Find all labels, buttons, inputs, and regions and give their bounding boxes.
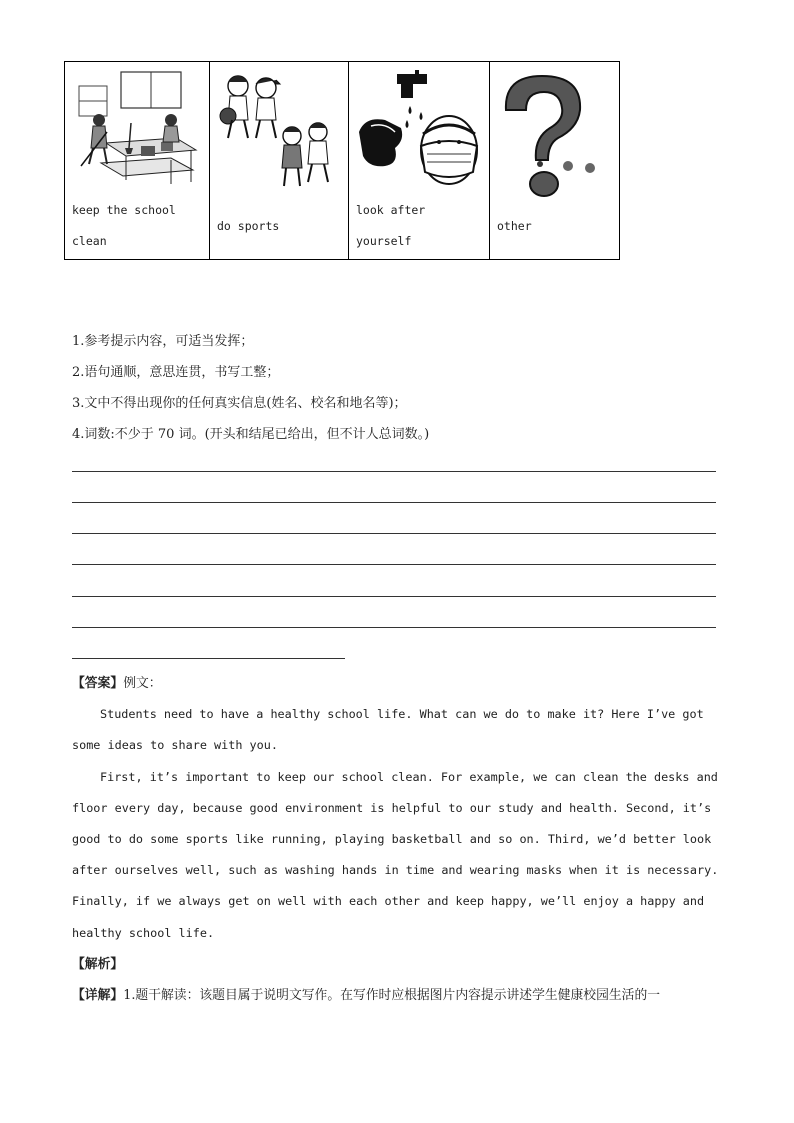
writing-requirements bbox=[72, 326, 429, 450]
detail-line bbox=[72, 980, 722, 1011]
writing-line bbox=[72, 596, 716, 597]
hand-washing-mask-image bbox=[355, 68, 483, 192]
answer-heading bbox=[72, 668, 722, 699]
essay-line: healthy school life. bbox=[72, 925, 215, 940]
hint-caption: do sports bbox=[217, 219, 280, 233]
essay-line: floor every day, because good environment is helpful to our study and health. Second, it’s bbox=[72, 800, 712, 815]
essay-line: after ourselves well, such as washing hands in time and wearing masks when it is necessary. bbox=[72, 863, 719, 878]
essay-line: some ideas to share with you. bbox=[72, 738, 278, 753]
writing-line bbox=[72, 502, 716, 503]
question-mark-image bbox=[496, 68, 614, 198]
essay-line: good to do some sports like running, playing basketball and so on. Third, we’d better look bbox=[72, 831, 712, 846]
writing-line-short bbox=[72, 658, 345, 659]
hint-caption: other bbox=[497, 219, 532, 233]
essay-line: First, it’s important to keep our school clean. For example, we can clean the desks and bbox=[100, 769, 718, 784]
hint-cell-look-after-yourself bbox=[349, 62, 490, 260]
detail-label: 【详解】 bbox=[72, 987, 124, 1003]
answer-label: 【答案】 bbox=[72, 676, 124, 691]
hint-cell-keep-school-clean bbox=[65, 62, 210, 260]
hint-caption: keep the school clean bbox=[72, 203, 176, 248]
answer-heading-text: 例文： bbox=[123, 676, 162, 691]
essay-line: Students need to have a healthy school life. What can we do to make it? Here I’ve got bbox=[100, 707, 704, 722]
requirement-item: 2.语句通顺，意思连贯，书写工整； bbox=[72, 365, 280, 380]
hint-cell-do-sports bbox=[210, 62, 349, 260]
answer-section bbox=[72, 668, 722, 1011]
hint-cell-other bbox=[490, 62, 620, 260]
kids-playing-sports-image bbox=[216, 68, 342, 196]
essay-line: Finally, if we always get on well with each other and keep happy, we’ll enjoy a happy and bbox=[72, 894, 705, 909]
writing-line bbox=[72, 627, 716, 628]
writing-line bbox=[72, 564, 716, 565]
hint-table bbox=[64, 61, 620, 260]
writing-line bbox=[72, 471, 716, 472]
hint-caption: look after yourself bbox=[356, 203, 426, 248]
requirement-item: 3.文中不得出现你的任何真实信息(姓名、校名和地名等)； bbox=[72, 396, 407, 411]
requirement-item: 1.参考提示内容，可适当发挥； bbox=[72, 334, 254, 349]
writing-line bbox=[72, 533, 716, 534]
detail-text: 1.题干解读：该题目属于说明文写作。在写作时应根据图片内容提示讲述学生健康校园生活的一 bbox=[123, 987, 661, 1003]
classroom-cleaning-image bbox=[71, 68, 201, 186]
analysis-label: 【解析】 bbox=[72, 956, 124, 972]
requirement-item: 4.词数:不少于 70 词。(开头和结尾已给出，但不计人总词数。) bbox=[72, 427, 430, 442]
